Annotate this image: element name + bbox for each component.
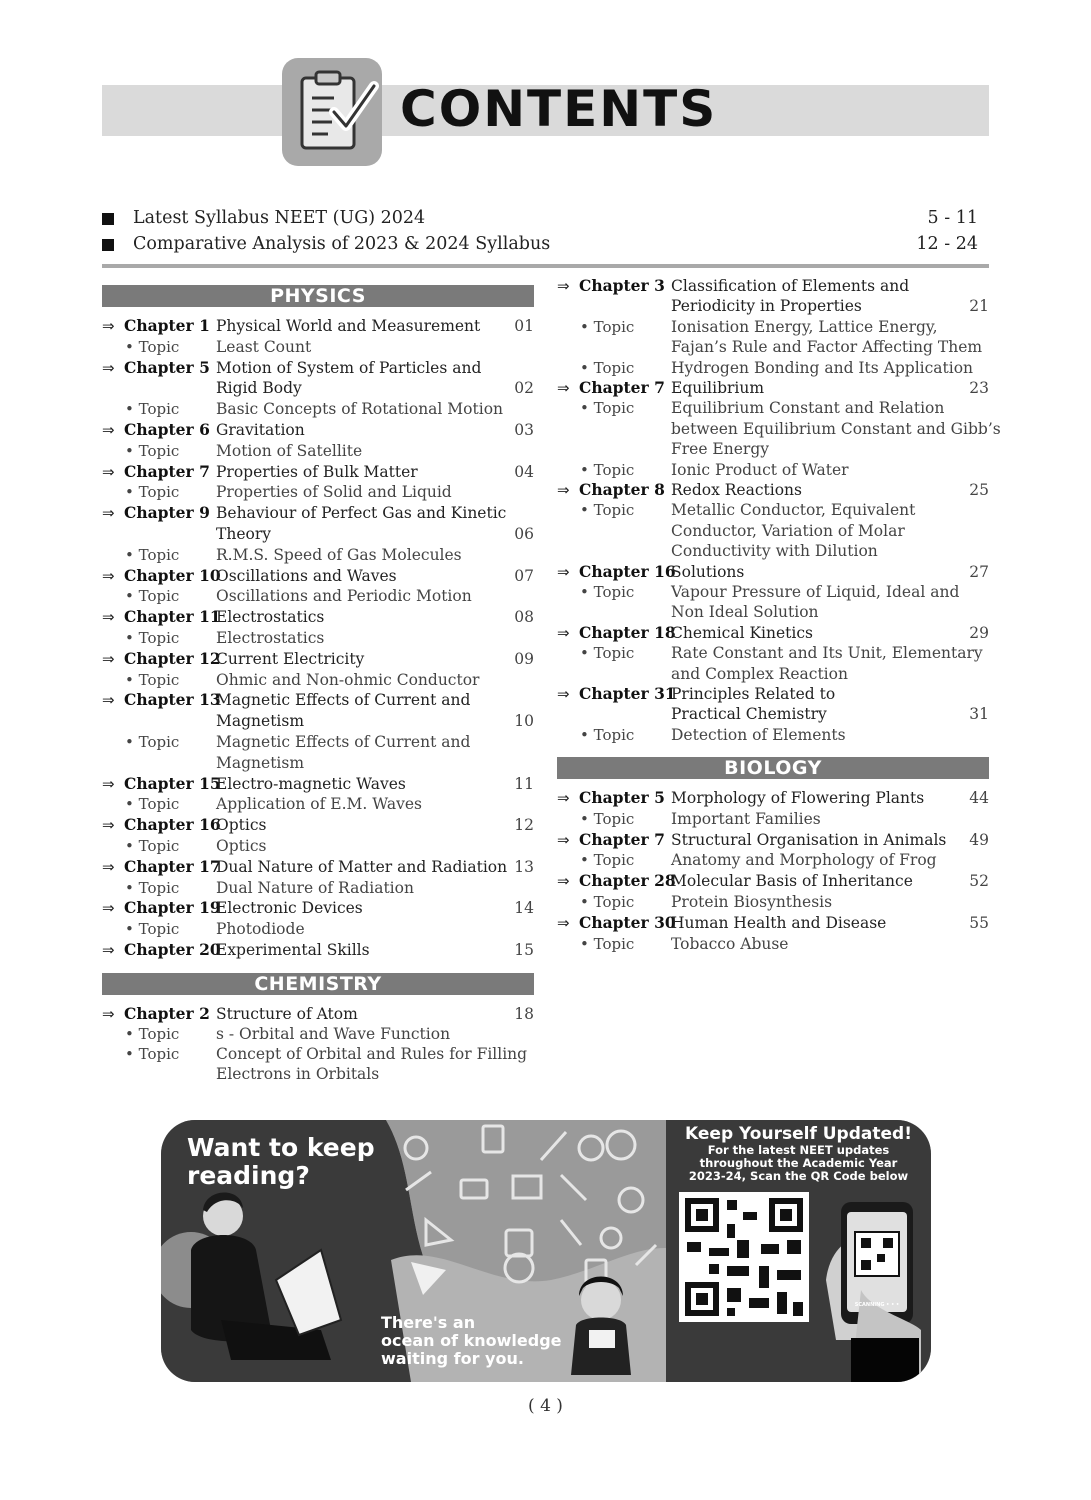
arrow-icon: ⇒ [102,421,115,439]
arrow-icon: ⇒ [102,857,115,876]
topic-title: Properties of Solid and Liquid [216,483,452,502]
chapter-number: Chapter 16 [579,561,676,581]
title-continuation: Conductivity with Dilution [671,542,878,561]
page-number: 14 [514,899,534,918]
chapter-number: Chapter 30 [579,912,676,932]
toc-continuation[interactable] [557,419,1001,439]
arrow-icon: ⇒ [102,899,115,918]
toc-chapter-entry[interactable] [557,378,989,398]
toc-continuation[interactable] [102,753,534,773]
toc-chapter-entry[interactable] [102,857,534,877]
topic-bullet: • Topic [580,644,635,663]
topic-bullet: • Topic [125,920,180,939]
promo-banner[interactable] [161,1120,931,1382]
topic-bullet: • Topic [580,460,635,479]
intro-page: 5 - 11 [927,208,978,228]
toc-topic-entry[interactable] [102,670,534,690]
toc-chapter-entry[interactable] [557,562,989,582]
intro-text: Latest Syllabus NEET (UG) 2024 [133,208,426,228]
topic-title: Anatomy and Morphology of Frog [671,851,937,870]
banner-tagline: There's an [381,1313,476,1332]
toc-topic-entry[interactable] [102,586,534,606]
topic-bullet: • Topic [125,837,180,855]
topic-title: Electrostatics [216,629,325,647]
chapter-title: Oscillations and Waves [216,566,397,585]
topic-title: Vapour Pressure of Liquid, Ideal and [671,583,960,601]
topic-title: Equilibrium Constant and Relation [671,399,945,418]
title-continuation: between Equilibrium Constant and Gibb’s [671,419,1001,438]
chapter-title: Redox Reactions [671,481,802,499]
page-number: 44 [969,789,989,807]
toc-topic-entry[interactable] [557,892,989,912]
banner-right-sub: throughout the Academic Year [699,1156,898,1170]
divider [102,264,989,268]
toc-continuation[interactable] [557,521,989,541]
page-number: 23 [969,379,989,397]
topic-bullet: • Topic [125,795,180,814]
page-number: 18 [514,1005,534,1023]
topic-bullet: • Topic [125,400,180,419]
toc-continuation[interactable] [557,296,989,316]
toc-topic-entry[interactable] [102,794,534,814]
topic-bullet: • Topic [125,878,180,897]
topic-bullet: • Topic [580,501,635,520]
topic-title: s - Orbital and Wave Function [216,1025,451,1043]
chapter-number: Chapter 9 [124,503,210,523]
toc-continuation[interactable] [557,664,989,684]
page-number: 08 [514,608,534,627]
arrow-icon: ⇒ [102,566,115,585]
page-number: 10 [514,712,534,731]
toc-topic-entry[interactable] [557,398,989,418]
page-number: 55 [969,913,989,932]
toc-topic-entry[interactable] [102,545,534,565]
topic-bullet: • Topic [580,399,635,418]
title-continuation: Rigid Body [216,379,302,398]
toc-topic-entry[interactable] [102,836,534,856]
arrow-icon: ⇒ [557,379,570,397]
page-number: 02 [514,379,534,398]
arrow-icon: ⇒ [557,685,570,703]
chapter-title: Magnetic Effects of Current and [216,691,471,710]
title-continuation: Magnetism [216,753,305,772]
topic-title: Ohmic and Non-ohmic Conductor [216,670,480,689]
topic-title: Ionisation Energy, Lattice Energy, [671,317,938,336]
chapter-number: Chapter 15 [124,773,221,793]
chapter-title: Gravitation [216,421,305,439]
page-number: 09 [514,649,534,668]
banner-headline: Want to keep [187,1133,375,1162]
arrow-icon: ⇒ [557,789,570,807]
topic-bullet: • Topic [125,441,180,460]
topic-title: Optics [216,837,267,855]
toc-chapter-entry[interactable] [102,690,534,710]
topic-title: Rate Constant and Its Unit, Elementary [671,644,983,663]
page-number: 06 [514,525,534,543]
page-number: 49 [969,830,989,849]
page-number: 12 [514,816,534,835]
page-number: 31 [969,705,989,724]
toc-chapter-entry[interactable] [557,684,989,704]
toc-topic-entry[interactable] [557,809,989,829]
topic-title: Photodiode [216,920,305,939]
chapter-title: Solutions [671,562,745,581]
section-physics: PHYSICS [102,285,534,307]
toc-chapter-entry[interactable] [102,462,534,482]
toc-continuation[interactable] [557,439,989,459]
chapter-title: Molecular Basis of Inheritance [671,872,913,891]
toc-topic-entry[interactable] [102,337,534,357]
toc-chapter-entry[interactable] [102,649,534,669]
toc-chapter-entry[interactable] [102,940,534,960]
arrow-icon: ⇒ [557,623,570,642]
page-number: 07 [514,566,534,585]
toc-topic-entry[interactable] [102,628,534,648]
toc-topic-entry[interactable] [557,934,989,954]
chapter-number: Chapter 28 [579,871,676,891]
intro-row[interactable] [102,234,982,258]
toc-chapter-entry[interactable] [102,420,534,440]
topic-bullet: • Topic [125,629,180,647]
page-number: 04 [514,462,534,481]
banner-tagline: ocean of knowledge [381,1331,562,1350]
toc-continuation[interactable] [102,711,534,731]
topic-bullet: • Topic [125,1025,180,1043]
chapter-number: Chapter 18 [579,622,676,642]
chapter-title: Physical World and Measurement [216,317,481,335]
toc-topic-entry[interactable] [102,919,534,939]
chapter-title: Electrostatics [216,608,325,627]
topic-bullet: • Topic [125,545,180,564]
chapter-number: Chapter 5 [124,357,210,377]
toc-topic-entry[interactable] [102,732,534,752]
chapter-title: Classification of Elements and [671,277,910,295]
arrow-icon: ⇒ [557,562,570,581]
banner-right-sub: For the latest NEET updates [707,1143,890,1157]
toc-continuation[interactable] [557,602,989,622]
arrow-icon: ⇒ [102,816,115,835]
topic-title: Magnetic Effects of Current and [216,733,471,751]
title-continuation: Non Ideal Solution [671,603,819,622]
chapter-title: Dual Nature of Matter and Radiation [216,857,508,876]
title-continuation: Conductor, Variation of Molar [671,521,905,540]
phone-label: SCANNING • • • [854,1302,900,1308]
arrow-icon: ⇒ [102,691,115,710]
square-bullet-icon [102,213,114,225]
chapter-title: Chemical Kinetics [671,623,813,642]
page-number: 29 [969,623,989,642]
topic-title: Application of E.M. Waves [216,795,422,814]
topic-title: Basic Concepts of Rotational Motion [216,400,504,419]
arrow-icon: ⇒ [102,941,115,959]
chapter-number: Chapter 10 [124,565,221,585]
topic-title: Oscillations and Periodic Motion [216,587,472,606]
chapter-title: Optics [216,816,267,835]
toc-chapter-entry[interactable] [102,815,534,835]
page-title: CONTENTS [400,80,718,138]
title-continuation: Theory [216,525,271,543]
intro-page: 12 - 24 [916,234,978,254]
toc-continuation[interactable] [102,378,534,398]
chapter-number: Chapter 16 [124,815,221,835]
arrow-icon: ⇒ [102,462,115,481]
toc-continuation[interactable] [102,524,534,544]
toc-continuation[interactable] [102,1064,534,1084]
chapter-number: Chapter 2 [124,1004,210,1023]
banner-headline: reading? [187,1161,310,1190]
topic-title: Dual Nature of Radiation [216,878,414,897]
topic-title: Concept of Orbital and Rules for Filling [216,1045,528,1063]
toc-chapter-entry[interactable] [102,774,534,794]
topic-title: Least Count [216,337,312,356]
chapter-number: Chapter 6 [124,420,210,439]
topic-bullet: • Topic [580,583,635,601]
toc-topic-entry[interactable] [557,582,989,602]
page-number: 25 [969,481,989,499]
page-number: 11 [514,774,534,793]
title-continuation: Periodicity in Properties [671,297,862,316]
page-number: 13 [514,857,534,876]
page-number: 27 [969,562,989,581]
topic-bullet: • Topic [580,934,635,953]
toc-chapter-entry[interactable] [102,566,534,586]
intro-row[interactable] [102,208,982,232]
topic-title: Metallic Conductor, Equivalent [671,501,916,520]
page-number: ( 4 ) [528,1396,563,1416]
topic-bullet: • Topic [125,670,180,689]
banner-tagline: waiting for you. [381,1349,524,1368]
toc-continuation[interactable] [557,704,989,724]
toc-chapter-entry[interactable] [557,830,989,850]
topic-title: Protein Biosynthesis [671,893,833,911]
topic-bullet: • Topic [580,317,635,336]
toc-chapter-entry[interactable] [102,503,534,523]
chapter-title: Current Electricity [216,649,365,668]
toc-continuation[interactable] [557,337,989,357]
toc-topic-entry[interactable] [557,317,989,337]
topic-bullet: • Topic [580,809,635,828]
title-continuation: and Complex Reaction [671,664,848,683]
toc-continuation[interactable] [557,541,989,561]
toc-chapter-entry[interactable] [102,607,534,627]
chapter-number: Chapter 20 [124,940,221,959]
banner-right-title: Keep Yourself Updated! [685,1124,912,1144]
chapter-title: Electro-magnetic Waves [216,774,406,793]
toc-topic-entry[interactable] [102,878,534,898]
toc-chapter-entry[interactable] [557,276,989,296]
square-bullet-icon [102,239,114,251]
topic-title: Ionic Product of Water [671,460,849,479]
section-chemistry: CHEMISTRY [102,973,534,995]
topic-bullet: • Topic [125,1045,180,1063]
title-continuation: Fajan’s Rule and Factor Affecting Them [671,338,983,357]
toc-topic-entry[interactable] [557,643,989,663]
chapter-title: Electronic Devices [216,899,363,918]
toc-topic-entry[interactable] [557,460,989,480]
toc-topic-entry[interactable] [557,358,989,378]
section-biology: BIOLOGY [557,757,989,779]
title-continuation: Practical Chemistry [671,705,827,724]
toc-chapter-entry[interactable] [557,480,989,500]
arrow-icon: ⇒ [557,913,570,932]
page-number: 01 [514,317,534,335]
arrow-icon: ⇒ [102,608,115,627]
chapter-number: Chapter 7 [579,829,665,849]
toc-topic-entry[interactable] [557,725,989,745]
arrow-icon: ⇒ [102,774,115,793]
chapter-title: Morphology of Flowering Plants [671,789,925,807]
topic-title: Hydrogen Bonding and Its Application [671,358,974,377]
page-number: 52 [969,872,989,891]
topic-bullet: • Topic [580,851,635,870]
chapter-title: Structure of Atom [216,1005,358,1023]
arrow-icon: ⇒ [557,830,570,849]
chapter-number: Chapter 8 [579,480,665,499]
chapter-number: Chapter 7 [124,461,210,481]
topic-bullet: • Topic [125,733,180,751]
topic-bullet: • Topic [580,725,635,744]
toc-topic-entry[interactable] [102,1044,534,1064]
clipboard-check-icon [282,58,382,166]
chapter-title: Motion of System of Particles and [216,358,482,377]
page-number: 21 [969,297,989,316]
arrow-icon: ⇒ [557,872,570,891]
toc-topic-entry[interactable] [102,1024,534,1044]
topic-bullet: • Topic [580,893,635,911]
topic-bullet: • Topic [125,587,180,606]
chapter-title: Equilibrium [671,379,765,397]
arrow-icon: ⇒ [102,317,115,335]
arrow-icon: ⇒ [102,358,115,377]
arrow-icon: ⇒ [102,1005,115,1023]
arrow-icon: ⇒ [102,649,115,668]
toc-chapter-entry[interactable] [557,788,989,808]
intro-text: Comparative Analysis of 2023 & 2024 Syllabus [133,234,551,254]
toc-topic-entry[interactable] [557,500,989,520]
arrow-icon: ⇒ [557,277,570,295]
chapter-number: Chapter 17 [124,856,221,876]
toc-chapter-entry[interactable] [102,316,534,336]
chapter-number: Chapter 13 [124,690,221,710]
toc-chapter-entry[interactable] [102,898,534,918]
chapter-number: Chapter 12 [124,648,221,668]
banner-right-sub: 2023-24, Scan the QR Code below [688,1169,909,1183]
toc-topic-entry[interactable] [102,482,534,502]
toc-chapter-entry[interactable] [557,871,989,891]
arrow-icon: ⇒ [102,504,115,523]
title-continuation: Magnetism [216,712,305,731]
chapter-title: Behaviour of Perfect Gas and Kinetic [216,504,507,523]
topic-bullet: • Topic [125,337,180,356]
chapter-title: Properties of Bulk Matter [216,462,418,481]
page-number: 03 [514,421,534,439]
toc-topic-entry[interactable] [557,850,989,870]
chapter-number: Chapter 31 [579,684,676,703]
chapter-title: Principles Related to [671,685,836,703]
chapter-number: Chapter 3 [579,276,665,295]
toc-topic-entry[interactable] [102,399,534,419]
chapter-number: Chapter 11 [124,607,221,627]
page-number: 15 [514,941,534,959]
title-continuation: Free Energy [671,440,769,459]
chapter-number: Chapter 19 [124,898,221,918]
toc-chapter-entry[interactable] [102,358,534,378]
chapter-number: Chapter 5 [579,788,665,807]
chapter-number: Chapter 7 [579,378,665,397]
chapter-title: Structural Organisation in Animals [671,830,947,849]
chapter-title: Experimental Skills [216,941,370,959]
toc-topic-entry[interactable] [102,441,534,461]
topic-title: Tobacco Abuse [671,934,789,953]
arrow-icon: ⇒ [557,481,570,499]
chapter-number: Chapter 1 [124,316,210,335]
toc-chapter-entry[interactable] [557,623,989,643]
toc-chapter-entry[interactable] [557,913,989,933]
topic-title: Detection of Elements [671,725,846,744]
toc-chapter-entry[interactable] [102,1004,534,1024]
topic-bullet: • Topic [580,358,635,377]
topic-bullet: • Topic [125,483,180,502]
topic-title: R.M.S. Speed of Gas Molecules [216,545,462,564]
topic-title: Important Families [671,809,821,828]
chapter-title: Human Health and Disease [671,913,887,932]
topic-title: Motion of Satellite [216,441,363,460]
title-continuation: Electrons in Orbitals [216,1065,380,1083]
